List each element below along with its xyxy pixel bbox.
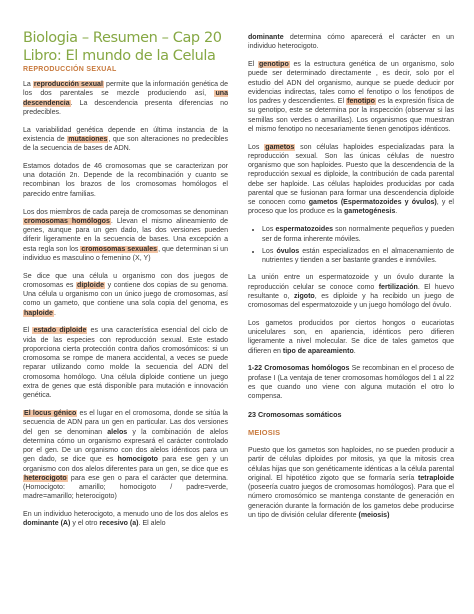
list-item-ovulos: • Los óvulos están especializados en el almacenamiento de nutrientes y tienden a ser bastante grandes e inmóviles. [262, 247, 454, 266]
bold-gametogenesis: gametogénesis [343, 208, 396, 216]
highlight-heterocigoto: heterocigoto [24, 474, 67, 482]
title-line-2: Libro: El mundo de la Celula [23, 47, 216, 64]
subheading-somaticos: 23 Cromosomas somáticos [248, 410, 342, 420]
left-column [23, 30, 228, 537]
highlight-haploide: haploide [24, 309, 53, 317]
subheading-meiosis: MEIOSIS [248, 428, 281, 438]
title-line-1: Biologia – Resumen – Cap 20 [23, 30, 222, 46]
highlight-fenotipo: fenotipo [347, 98, 375, 106]
paragraph-dominante-cont: dominante determina cómo aparecerá el carácter en un individuo heterocigoto. [248, 34, 454, 51]
bold-dominante-cont: dominante [248, 34, 284, 41]
highlight-cromosomas-homologos: cromosomas homólogos [24, 217, 110, 225]
gametes-list [248, 225, 454, 265]
paragraph-locus-genico: El locus génico es el lugar en el cromosoma, donde se sitúa la secuencia de ADN para un gen en particular. Las dos versiones del gen se denominan alelos y la combinación de alelos determina cómo un organismo expresará el carácter controlado por el gen. De un organismo con dos alelos idénticos para un gen dado, se dice que es homocigoto para ese gen y un organismo con dos alelos diferentes para un gen, se dice que es heterocigoto para ese gen o para el carácter que determina. (Homocigoto: amarillo; homocigoto / padre=verde, madre=amarillo; heterocigoto) [23, 410, 229, 501]
paragraph-genotipo: El genotipo es la estructura genética de un organismo, solo puede ser determinado directamente , es decir, solo por el estudio del ADN del organismo, aunque se puede deducir por evidencias indirectas, tales como el fenotipo o los fenotipos de los padres y descendientes. El fenotipo es la expresión física de su genotipo, este se determina por la inspección (observar si las semillas son verdes o amarillas). Los organismos que muestran el mismo fenotipo no necesariamente tienen genotipos idénticos. [248, 61, 454, 133]
paragraph-apareamiento: Los gametos producidos por ciertos hongos o eucariotas unicelulares son, en apariencia, idénticos pero difieren ligeramente a nivel molecular. Se dice de tales gametos que difieren en tipo de apareamiento. [248, 319, 454, 355]
bold-recesivo: recesivo (a) [99, 520, 139, 528]
list-item-espermatozoides: • Los espermatozoides son normalmente pequeños y pueden ser de forma inherente móviles. [262, 225, 454, 244]
paragraph-cromosomas: Estamos dotados de 46 cromosomas que se caracterizan por una dotación 2n. Depende de la recombinación y cuanto se recombinan los brazos de los cromosomas homólogos el parecido entre familias. [23, 162, 228, 198]
bold-tipo-apareamiento: tipo de apareamiento [282, 347, 354, 355]
highlight-diploide: diploide [77, 281, 105, 289]
bold-meiosis: (meiosis) [358, 511, 390, 519]
highlight-genotipo: genotipo [259, 61, 289, 69]
right-column [248, 33, 454, 529]
highlight-reproduccion-sexual: reproducción sexual [33, 81, 103, 88]
paragraph-cromosomas-homologos-1-22: 1-22 Cromosomas homólogos Se recombinan en el proceso de profase I (La ventaja de tener cromosomas homólogos del 1 al 22 es que cuando uno viene con alguna mutación el otro lo compensa. [248, 365, 455, 401]
highlight-locus-genico: El locus génico [24, 410, 77, 418]
highlight-descendencia: una descendencia [23, 90, 228, 107]
bold-gametos-tipos: gametos (Espermatozoides y óvulos) [308, 199, 437, 207]
paragraph-homologos: Los dos miembros de cada pareja de cromosomas se denominan cromosomas homólogos. Llevan el mismo alineamiento de genes, aunque para un gen dado, las dos versiones pueden diferir ligeramente en la secuencia de bases. Una excepción a esta regla son los cromosomas sexuales, que determinan si un individuo es masculino o femenino (X, Y) [23, 208, 228, 262]
paragraph-estado-diploide: El estado diploide es una característica esencial del ciclo de vida de las especies con reproducción sexual. Este estado proporciona cierta protección contra daños cromosómicos: si un cromosoma se rompe de manera accidental, a veces se puede reparar utilizando como molde la secuencia del ADN del cromosoma homólogo. Una célula diploide contiene un juego extra de genes que está disponible para mutación e innovación genética. [23, 327, 228, 400]
bold-homocigoto: homocigoto [117, 456, 158, 464]
highlight-gametos: gametos [265, 143, 295, 151]
bold-1-22-cromosomas: 1-22 Cromosomas homólogos [248, 365, 350, 373]
bold-fertilizacion: fertilización [378, 283, 418, 291]
page-title [23, 30, 228, 65]
bold-dominante: dominante (A) [23, 520, 71, 528]
paragraph-reproduccion-sexual: La reproducción sexual permite que la información genética de los dos parentales se mezcle produciendo así, una descendencia. La descendencia presenta diferencias no predecibles. [23, 81, 228, 116]
bold-zigoto: zigoto [293, 292, 315, 300]
bold-alelos: alelos [107, 428, 128, 436]
section-subtitle: REPRODUCCIÓN SEXUAL [23, 66, 117, 73]
paragraph-gametos: Los gametos son células haploides especializadas para la reproducción sexual. Son las únicas células de nuestro organismo que son haploides. Puesto que la descendencia de la reproducción sexual es diploide, la contribución de cada parental debe ser haploide. Las células haploides producidas por cada parental que se fusionan para formar una descendencia diploide se conocen como gametos (Espermatozoides y óvulos), y el proceso que los produce es la gametogénesis. [248, 143, 454, 216]
highlight-mutaciones: mutaciones [68, 135, 108, 143]
paragraph-variabilidad: La variabilidad genética depende en última instancia de la existencia de mutaciones, que son alteraciones no predecibles de la secuencia de bases de ADN. [23, 126, 228, 153]
paragraph-meiosis: Puesto que los gametos son haploides, no se pueden producir a partir de células diploides por mitosis, ya que la mitosis crea células hijas que son genéticamente idénticas a la célula parental original. El hipotético zigoto que se formaría sería tetraploide (poseería cuatro juegos de cromosomas homólogos). Para que el número cromosómico se mantenga constante de generación en generación durante la formación de los gametos debe producirse un tipo de división celular diferente (meiosis) [248, 447, 454, 519]
paragraph-diploide: Se dice que una célula u organismo con dos juegos de cromosomas es diploide y contiene dos copias de su genoma. Una célula u organismo con un único juego de cromosomas, así como un gameto, que contiene una sola copia del genoma, es haploide. [23, 272, 228, 317]
bold-tetraploide: tetraploide [417, 474, 454, 482]
highlight-cromosomas-sexuales: cromosomas sexuales [81, 245, 158, 253]
highlight-estado-diploide: estado diploide [33, 327, 87, 335]
paragraph-fertilizacion: La unión entre un espermatozoide y un óvulo durante la reproducción celular se conoce como fertilización. El huevo resultante o, zigoto, es diploide y ha recibido un juego de cromosomas del espermatozoide y un juego homólogo del óvulo. [248, 274, 454, 310]
paragraph-heterocigoto: En un individuo heterocigoto, a menudo uno de los dos alelos es dominante (A) y el otro recesivo (a). El alelo [23, 511, 228, 528]
